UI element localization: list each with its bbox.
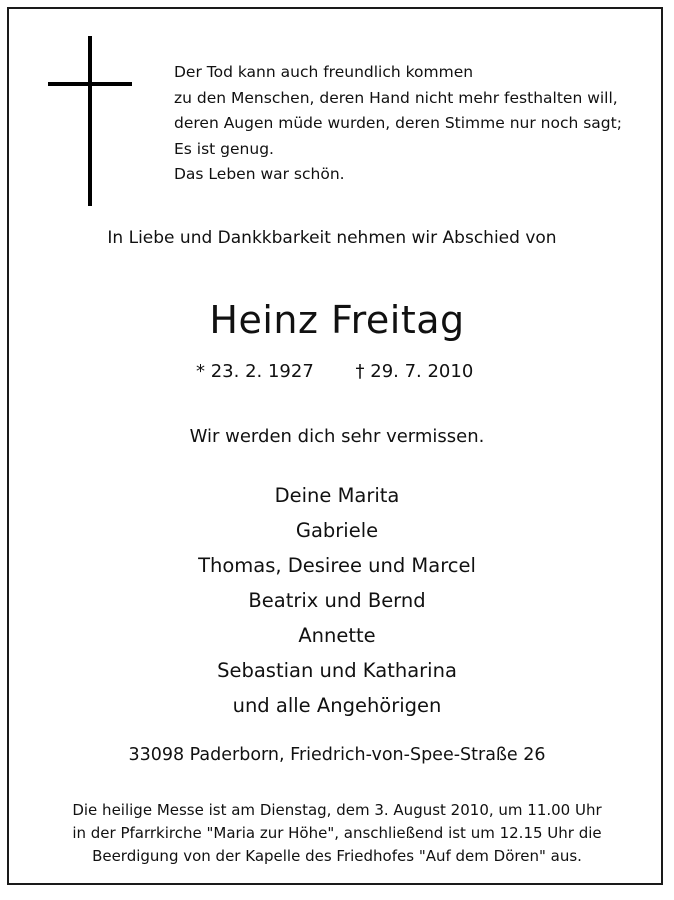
service-notice-line: Die heilige Messe ist am Dienstag, dem 3. August 2010, um 11.00 Uhr xyxy=(72,801,602,819)
mourner: Annette xyxy=(298,624,376,647)
poem xyxy=(174,60,622,188)
service-notice xyxy=(0,799,674,868)
mourner: Sebastian und Katharina xyxy=(217,659,457,682)
farewell-intro: In Liebe und Dankkbarkeit nehmen wir Abschied von xyxy=(107,228,557,248)
poem-line: zu den Menschen, deren Hand nicht mehr festhalten will, xyxy=(174,88,618,107)
mourner: Deine Marita xyxy=(274,484,400,507)
service-notice-line: Beerdigung von der Kapelle des Friedhofes "Auf dem Dören" aus. xyxy=(92,847,582,865)
poem-line: deren Augen müde wurden, deren Stimme nur noch sagt; xyxy=(174,114,622,132)
poem-line: Der Tod kann auch freundlich kommen xyxy=(174,63,474,81)
poem-line: Das Leben war schön. xyxy=(174,165,345,183)
cross-icon xyxy=(48,36,132,206)
birth-date: * 23. 2. 1927 xyxy=(196,361,314,382)
mourner: und alle Angehörigen xyxy=(232,694,442,717)
mourner: Thomas, Desiree und Marcel xyxy=(198,554,476,577)
address: 33098 Paderborn, Friedrich-von-Spee-Straße 26 xyxy=(128,745,546,765)
deceased-name: Heinz Freitag xyxy=(209,298,465,342)
service-notice-line: in der Pfarrkirche "Maria zur Höhe", anschließend ist um 12.15 Uhr die xyxy=(72,824,602,842)
mourners-list xyxy=(0,478,674,723)
mourner: Gabriele xyxy=(295,519,379,542)
death-date: † 29. 7. 2010 xyxy=(355,361,474,382)
closing-line: Wir werden dich sehr vermissen. xyxy=(189,426,485,447)
mourner: Beatrix und Bernd xyxy=(248,589,426,612)
poem-line: Es ist genug. xyxy=(174,139,274,158)
life-dates xyxy=(196,361,473,382)
